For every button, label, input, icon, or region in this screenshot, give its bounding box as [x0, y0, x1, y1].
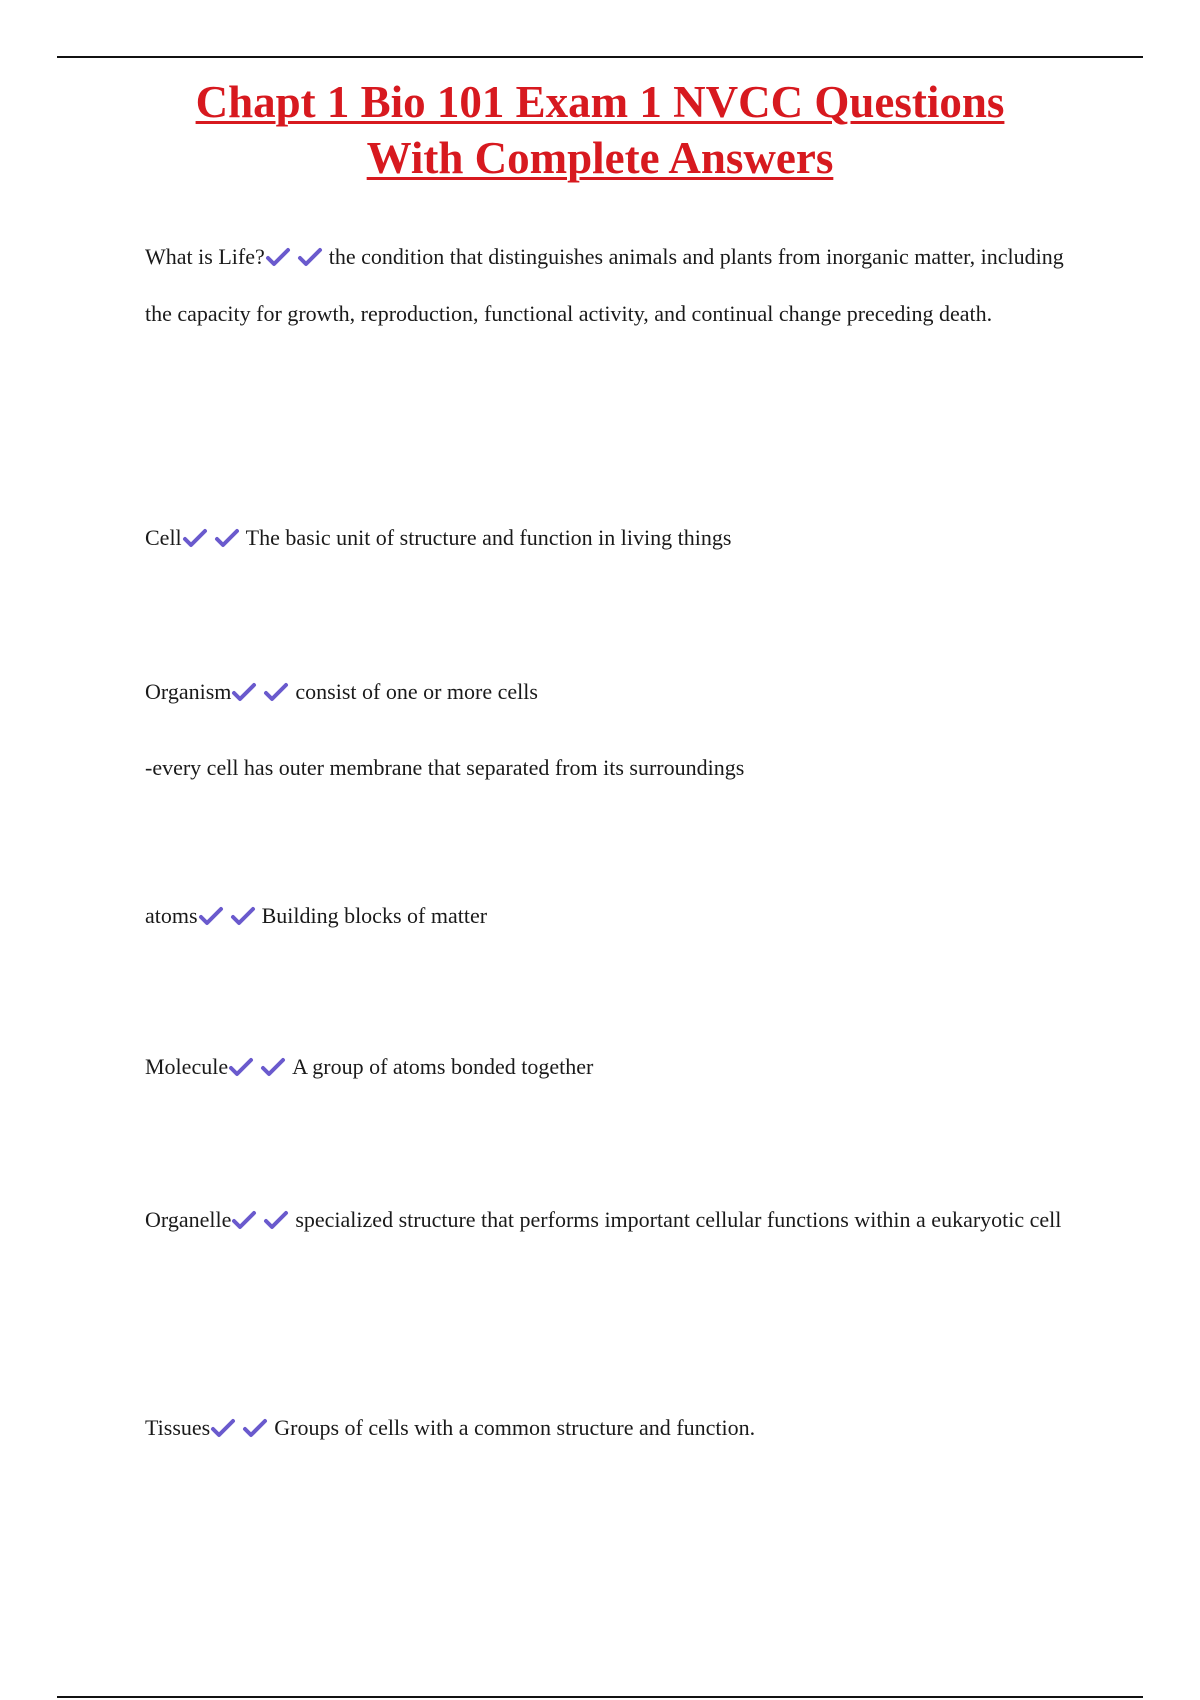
qa-definition: Groups of cells with a common structure and function. — [274, 1415, 756, 1440]
qa-definition: A group of atoms bonded together — [292, 1054, 594, 1079]
qa-entry-organelle — [145, 1190, 1075, 1250]
qa-definition: consist of one or more cells — [295, 679, 538, 704]
qa-term: Tissues — [145, 1415, 211, 1440]
qa-line — [145, 1398, 1075, 1458]
bottom-rule — [57, 1696, 1143, 1698]
checkmark-icon — [297, 247, 323, 267]
qa-line — [145, 1190, 1075, 1250]
checkmark-icon — [228, 1057, 254, 1077]
qa-term: What is Life? — [145, 244, 265, 269]
checkmark-icon — [263, 682, 289, 702]
top-rule — [57, 56, 1143, 58]
checkmark-icon — [210, 1418, 236, 1438]
page-title — [100, 74, 1100, 186]
checkmark-icon — [182, 528, 208, 548]
checkmark-icon — [231, 1210, 257, 1230]
checkmark-icon — [198, 906, 224, 926]
checkmark-icon — [242, 1418, 268, 1438]
qa-entry-life — [145, 228, 1075, 342]
title-line-2: With Complete Answers — [366, 133, 834, 183]
qa-line — [145, 886, 1075, 946]
checkmark-icon — [230, 906, 256, 926]
qa-term: Molecule — [145, 1054, 229, 1079]
qa-line — [145, 508, 1075, 568]
checkmark-icon — [214, 528, 240, 548]
qa-entry-tissues — [145, 1398, 1075, 1458]
qa-entry-cell — [145, 508, 1075, 568]
qa-term: Organism — [145, 679, 232, 704]
qa-definition: The basic unit of structure and function in living things — [245, 525, 732, 550]
checkmark-icon — [231, 682, 257, 702]
qa-definition: specialized structure that performs important cellular functions within a eukaryotic cell — [295, 1207, 1062, 1232]
checkmark-icon — [263, 1210, 289, 1230]
qa-line — [145, 228, 1075, 342]
checkmark-icon — [265, 247, 291, 267]
qa-line — [145, 662, 1075, 722]
title-line-1: Chapt 1 Bio 101 Exam 1 NVCC Questions — [195, 77, 1005, 127]
qa-entry-organism — [145, 662, 1075, 798]
checkmark-icon — [260, 1057, 286, 1077]
qa-term: Organelle — [145, 1207, 232, 1232]
qa-term: Cell — [145, 525, 182, 550]
qa-entry-molecule — [145, 1037, 1075, 1097]
qa-extra-note: -every cell has outer membrane that separated from its surroundings — [145, 755, 745, 780]
qa-definition: Building blocks of matter — [261, 903, 488, 928]
qa-term: atoms — [145, 903, 198, 928]
qa-entry-atoms — [145, 886, 1075, 946]
qa-line — [145, 1037, 1075, 1097]
qa-definition: the condition that distinguishes animals and plants from inorganic matter, including the capacity for growth, reproduction, functional activity, and continual change preceding death. — [145, 244, 1064, 326]
